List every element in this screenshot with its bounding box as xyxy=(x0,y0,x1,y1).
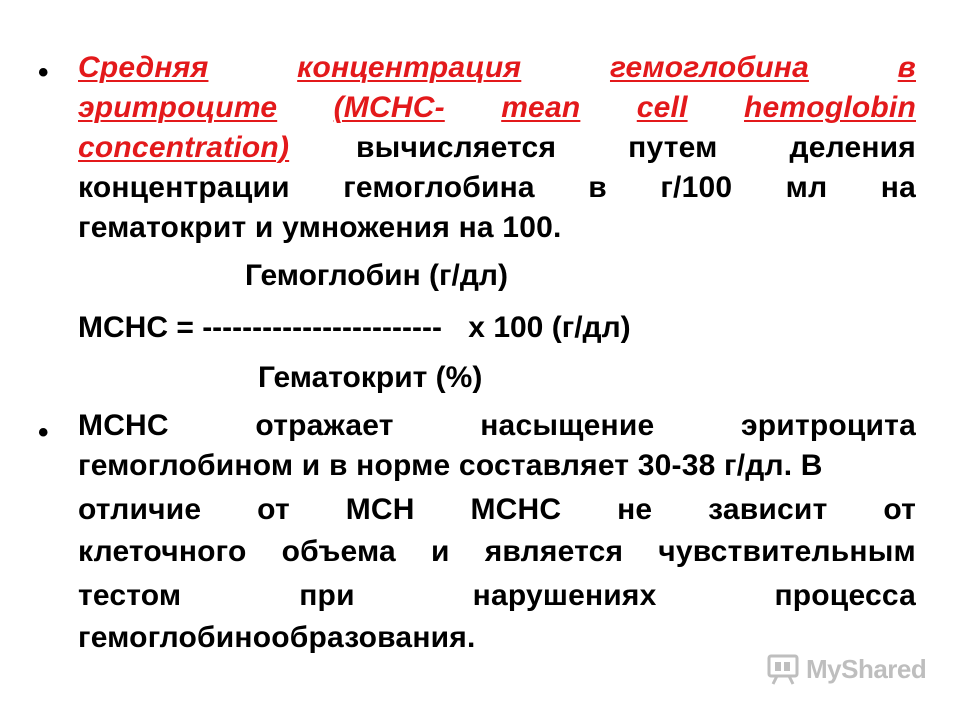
word: при xyxy=(299,579,355,612)
formula-row xyxy=(78,308,631,348)
word: концентрации xyxy=(78,171,290,204)
formula-lhs: MCHC = xyxy=(78,311,203,344)
formula-denominator: Гематокрит (%) xyxy=(258,361,483,394)
word: отличие xyxy=(78,493,202,526)
word: mean xyxy=(501,91,581,124)
word: нарушениях xyxy=(472,579,657,612)
word: MCHC xyxy=(470,493,562,526)
word: cell xyxy=(636,91,688,124)
word: Средняя xyxy=(78,51,209,84)
para2-line4 xyxy=(78,532,916,572)
word: гемоглобина xyxy=(609,51,809,84)
word: в xyxy=(588,171,607,204)
word: насыщение xyxy=(480,409,655,442)
word: клеточного xyxy=(78,535,247,568)
para1-line3 xyxy=(78,128,916,168)
word: MCH xyxy=(345,493,415,526)
para1-line3-rest xyxy=(356,128,916,168)
word: объема xyxy=(281,535,396,568)
word: MCHC xyxy=(78,409,169,442)
word: деления xyxy=(789,131,916,164)
formula-rhs: х 100 (г/дл) xyxy=(468,311,631,344)
para1-line5: гематокрит и умножения на 100. xyxy=(78,211,562,244)
para2-line1 xyxy=(78,406,916,446)
word: эритроците xyxy=(78,91,278,124)
bullet-marker: • xyxy=(38,416,49,449)
presentation-board-icon xyxy=(766,652,800,686)
bullet-marker: • xyxy=(38,56,49,89)
word: г/100 xyxy=(660,171,733,204)
word: на xyxy=(880,171,916,204)
word: и xyxy=(430,535,450,568)
word: отражает xyxy=(255,409,394,442)
word: (MCHC- xyxy=(333,91,445,124)
myshared-watermark xyxy=(766,652,926,686)
formula-dashes: ------------------------ xyxy=(202,311,442,344)
word: тестом xyxy=(78,579,182,612)
word: не xyxy=(617,493,653,526)
word: в xyxy=(897,51,916,84)
para1-line1 xyxy=(78,48,916,88)
para1-line4 xyxy=(78,168,916,208)
para2-line5 xyxy=(78,576,916,616)
word: мл xyxy=(785,171,828,204)
word: вычисляется xyxy=(356,131,557,164)
watermark-text: MyShared xyxy=(806,653,927,684)
para2-line3 xyxy=(78,490,916,530)
word: от xyxy=(883,493,916,526)
para2-line6: гемоглобинообразования. xyxy=(78,621,476,654)
word: является xyxy=(484,535,624,568)
word: гемоглобина xyxy=(343,171,535,204)
word: зависит xyxy=(708,493,828,526)
concentration-term: concentration) xyxy=(78,131,290,164)
word: hemoglobin xyxy=(744,91,916,124)
para2-line2: гемоглобином и в норме составляет 30-38 г/дл. В xyxy=(78,449,823,482)
word: чувствительным xyxy=(658,535,916,568)
word: путем xyxy=(628,131,718,164)
para1-line2 xyxy=(78,88,916,128)
word: процесса xyxy=(774,579,916,612)
word: эритроцита xyxy=(741,409,916,442)
formula-numerator: Гемоглобин (г/дл) xyxy=(245,259,508,292)
word: от xyxy=(257,493,290,526)
word: концентрация xyxy=(297,51,522,84)
